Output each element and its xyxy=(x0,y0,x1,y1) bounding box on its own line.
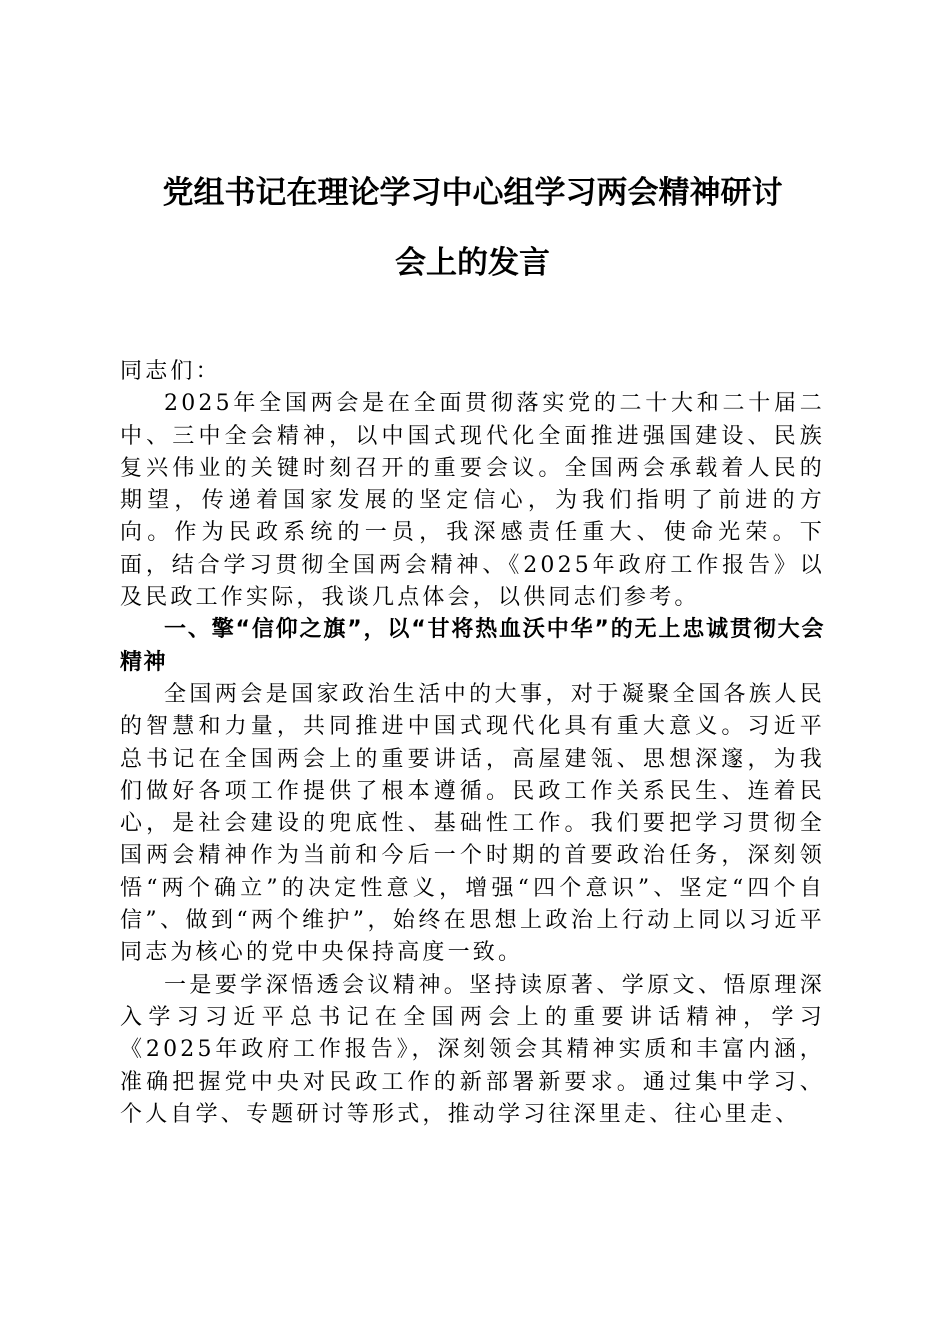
salutation: 同志们： xyxy=(120,359,221,384)
paragraph-intro: 2025年全国两会是在全面贯彻落实党的二十大和二十届二中、三中全会精神，以中国式现代化全面推进强国建设、民族复兴伟业的关键时刻召开的重要会议。全国两会承载着人民的期望，传递着国家发展的坚定信心，为我们指明了前进的方向。作为民政系统的一员，我深感责任重大、使命光荣。下面，结合学习贯彻全国两会精神、《2025年政府工作报告》以及民政工作实际，我谈几点体会，以供同志们参考。 xyxy=(120,391,825,611)
paragraph-section-1: 全国两会是国家政治生活中的大事，对于凝聚全国各族人民的智慧和力量，共同推进中国式现代化具有重大意义。习近平总书记在全国两会上的重要讲话，高屋建瓴、思想深邃，为我们做好各项工作提供了根本遵循。民政工作关系民生、连着民心，是社会建设的兜底性、基础性工作。我们要把学习贯彻全国两会精神作为当前和今后一个时期的首要政治任务，深刻领悟“两个确立”的决定性意义，增强“四个意识”、坚定“四个自信”、做到“两个维护”，始终在思想上政治上行动上同以习近平同志为核心的党中央保持高度一致。 xyxy=(120,681,825,966)
title-line-2: 会上的发言 xyxy=(395,245,550,281)
document-title xyxy=(120,170,825,286)
title-line-1: 党组书记在理论学习中心组学习两会精神研讨 xyxy=(162,175,783,211)
document-page xyxy=(120,170,825,1131)
document-body xyxy=(120,356,825,1131)
section-heading-1: 一、擎“信仰之旗”，以“甘将热血沃中华”的无上忠诚贯彻大会精神 xyxy=(120,617,825,675)
paragraph-point-1: 一是要学深悟透会议精神。坚持读原著、学原文、悟原理深入学习习近平总书记在全国两会上的重要讲话精神，学习《2025年政府工作报告》，深刻领会其精神实质和丰富内涵，准确把握党中央对民政工作的新部署新要求。通过集中学习、个人自学、专题研讨等形式，推动学习往深里走、往心里走、 xyxy=(120,972,825,1127)
